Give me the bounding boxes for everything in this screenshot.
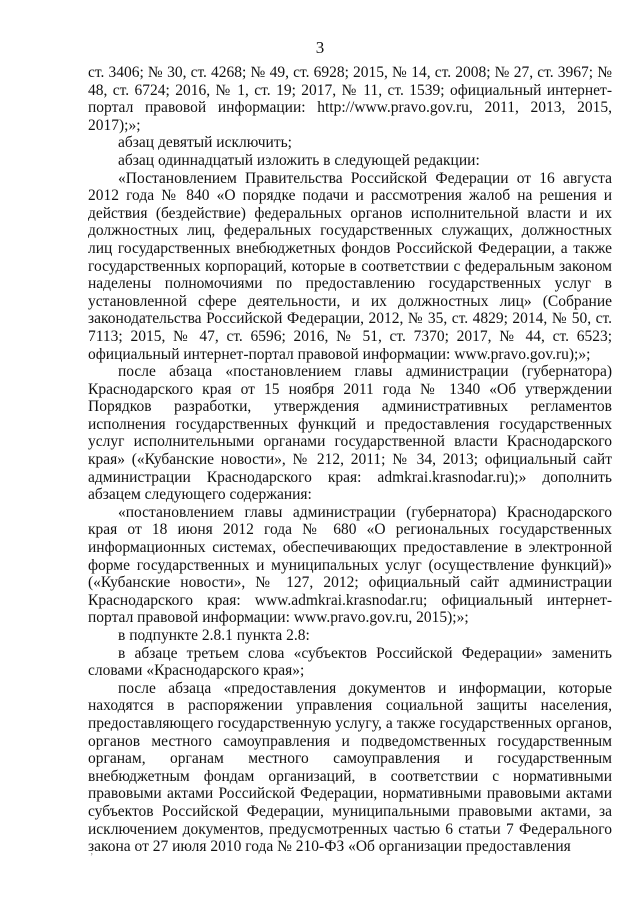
paragraph: в подпункте 2.8.1 пункта 2.8:: [118, 627, 310, 644]
paragraph: после абзаца «постановлением главы администрации (губернатора) Краснодарского края от 15 ноября 2011 года № 1340 «Об утверждении Порядков разработки, утверждения административных регламентов исполнения государственных функций и предоставления государственных услуг исполнительными органами государственной власти Краснодарского края» («Кубанские новости», № 212, 2011; № 34, 2013; официальный сайт администрации Краснодарского края: admkrai.krasnodar.ru);» дополнить абзацем следующего содержания:: [88, 363, 612, 504]
page-number: 3: [315, 38, 325, 57]
paragraph: абзац одиннадцатый изложить в следующей редакции:: [118, 151, 480, 169]
paragraph: после абзаца «предоставления документов и информации, которые находятся в распоряжении управления социальной защиты населения, предоставляющего государственную услугу, а также государственных органов, органов местного самоуправления и подведомственных государственным органам, органам местного самоуправления и государственным внебюджетным фондам организаций, в соответствии с нормативными правовыми актами Российской Федерации, нормативными правовыми актами субъектов Российской Федерации, муниципальными правовыми актами, за исключением документов, предусмотренных частью 6 статьи 7 Федерального закона от 27 июля 2010 года № 210-ФЗ «Об организации предоставления: [88, 679, 612, 856]
document-body: [88, 64, 612, 856]
scan-speck: ’: [90, 852, 94, 863]
paragraph: «Постановлением Правительства Российской Федерации от 16 августа 2012 года № 840 «О порядке подачи и рассмотрения жалоб на решения и действия (бездействие) федеральных органов исполнительной власти и их должностных лиц, федеральных государственных служащих, должностных лиц государственных внебюджетных фондов Российской Федерации, а также государственных корпораций, которые в соответствии с федеральным законом наделены полномочиями по предоставлению государственных услуг в установленной сфере деятельности, и их должностных лиц» (Собрание законодательства Российской Федерации, 2012, № 35, ст. 4829; 2014, № 50, ст. 7113; 2015, № 47, ст. 6596; 2016, № 51, ст. 7370; 2017, № 44, ст. 6523; официальный интернет-портал правовой информации: www.pravo.gov.ru);»;: [88, 169, 612, 363]
paragraph: абзац девятый исключить;: [118, 134, 292, 152]
paragraph: в абзаце третьем слова «субъектов Российской Федерации» заменить словами «Краснодарского края»;: [88, 644, 612, 680]
paragraph: «постановлением главы администрации (губернатора) Краснодарского края от 18 июня 2012 года № 680 «О региональных государственных информационных системах, обеспечивающих предоставление в электронной форме государственных и муниципальных услуг (осуществление функций)» («Кубанские новости», № 127, 2012; официальный сайт администрации Краснодарского края: www.admkrai.krasnodar.ru; официальный интернет-портал правовой информации: www.pravo.gov.ru, 2015);»;: [88, 503, 612, 627]
paragraph-continuation: ст. 3406; № 30, ст. 4268; № 49, ст. 6928; 2015, № 14, ст. 2008; № 27, ст. 3967; № 48, ст. 6724; 2016, № 1, ст. 19; 2017, № 11, ст. 1539; официальный интернет-портал правовой информации: http://www.pravo.gov.ru, 2011, 2013, 2015, 2017);»;: [88, 64, 612, 134]
